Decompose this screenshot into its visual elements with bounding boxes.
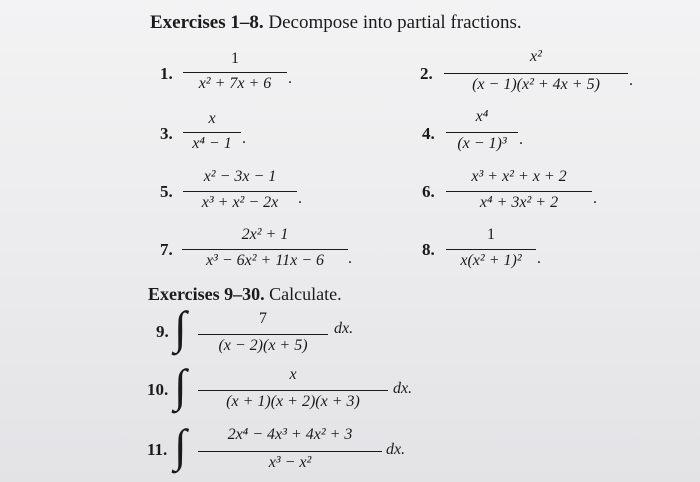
exercise-3-fraction — [183, 110, 241, 156]
fraction-bar — [446, 249, 536, 250]
exercise-end: . — [348, 250, 352, 267]
numerator: x² — [530, 48, 542, 65]
denominator: x(x² + 1)² — [460, 252, 522, 269]
denominator: x⁴ + 3x² + 2 — [479, 194, 559, 211]
exercise-number: 6. — [422, 182, 435, 201]
numerator: x² − 3x − 1 — [203, 168, 277, 185]
denominator: (x − 2)(x + 5) — [218, 337, 308, 354]
section-header-2-text: Calculate. — [264, 284, 342, 304]
section-header-1-bold: Exercises 1–8. — [150, 12, 264, 33]
denominator: x³ + x² − 2x — [201, 194, 279, 211]
exercise-end: . — [298, 190, 302, 207]
fraction-bar — [183, 132, 241, 133]
integral-sign: ∫ — [174, 302, 187, 353]
denominator: x⁴ − 1 — [192, 135, 232, 152]
exercise-number: 8. — [422, 240, 435, 259]
exercise-10-fraction — [198, 366, 388, 416]
denominator: (x − 1)³ — [457, 135, 507, 152]
fraction-bar — [446, 132, 518, 133]
differential: dx. — [386, 441, 406, 458]
exercise-end: . — [593, 190, 597, 207]
exercise-end: . — [288, 70, 292, 87]
exercise-number: 2. — [420, 64, 433, 83]
denominator: x² + 7x + 6 — [198, 75, 272, 92]
denominator: x³ − 6x² + 11x − 6 — [205, 252, 325, 269]
fraction-bar — [183, 191, 297, 192]
exercise-number: 10. — [147, 380, 169, 399]
differential: dx. — [393, 380, 413, 397]
numerator: 2x² + 1 — [241, 226, 289, 243]
numerator: x⁴ — [475, 108, 489, 125]
numerator: 2x⁴ − 4x³ + 4x² + 3 — [227, 426, 353, 443]
numerator: 1 — [231, 50, 239, 67]
numerator: x³ + x² + x + 2 — [471, 168, 567, 185]
exercise-end: . — [537, 250, 541, 267]
exercise-7-fraction — [182, 226, 348, 274]
section-header-2-bold: Exercises 9–30. — [148, 284, 265, 304]
fraction-bar — [182, 249, 348, 250]
numerator: x — [208, 110, 216, 127]
section-header-1 — [150, 12, 522, 34]
numerator: x — [289, 366, 297, 383]
exercise-number: 5. — [160, 182, 173, 201]
exercise-9-fraction — [198, 310, 328, 360]
exercise-number: 9. — [156, 322, 169, 341]
exercise-4-fraction — [446, 108, 518, 158]
numerator: 7 — [259, 310, 267, 327]
exercise-5-fraction — [183, 168, 297, 216]
fraction-bar — [446, 191, 592, 192]
exercise-2-fraction — [444, 48, 628, 98]
section-header-1-text: Decompose into partial fractions. — [263, 12, 522, 33]
fraction-bar — [198, 390, 388, 391]
exercise-number: 1. — [160, 64, 173, 83]
exercise-number: 7. — [160, 240, 173, 259]
fraction-bar — [198, 451, 382, 452]
exercise-6-fraction — [446, 168, 592, 216]
numerator: 1 — [487, 226, 495, 243]
denominator: x³ − x² — [268, 454, 312, 471]
denominator: (x + 1)(x + 2)(x + 3) — [226, 393, 360, 410]
denominator: (x − 1)(x² + 4x + 5) — [472, 76, 600, 93]
exercise-end: . — [629, 72, 633, 89]
fraction-bar — [198, 334, 328, 335]
fraction-bar — [444, 73, 628, 74]
exercise-11-fraction — [198, 426, 382, 478]
fraction-bar — [183, 72, 287, 73]
exercise-number: 11. — [147, 440, 168, 459]
exercise-number: 3. — [160, 124, 173, 143]
exercise-8-fraction — [446, 226, 536, 274]
exercise-number: 4. — [422, 124, 435, 143]
exercise-end: . — [519, 131, 523, 148]
integral-sign: ∫ — [174, 420, 187, 471]
exercise-end: . — [242, 130, 246, 147]
differential: dx. — [334, 320, 354, 337]
exercise-1-fraction — [183, 50, 287, 96]
integral-sign: ∫ — [174, 360, 187, 411]
